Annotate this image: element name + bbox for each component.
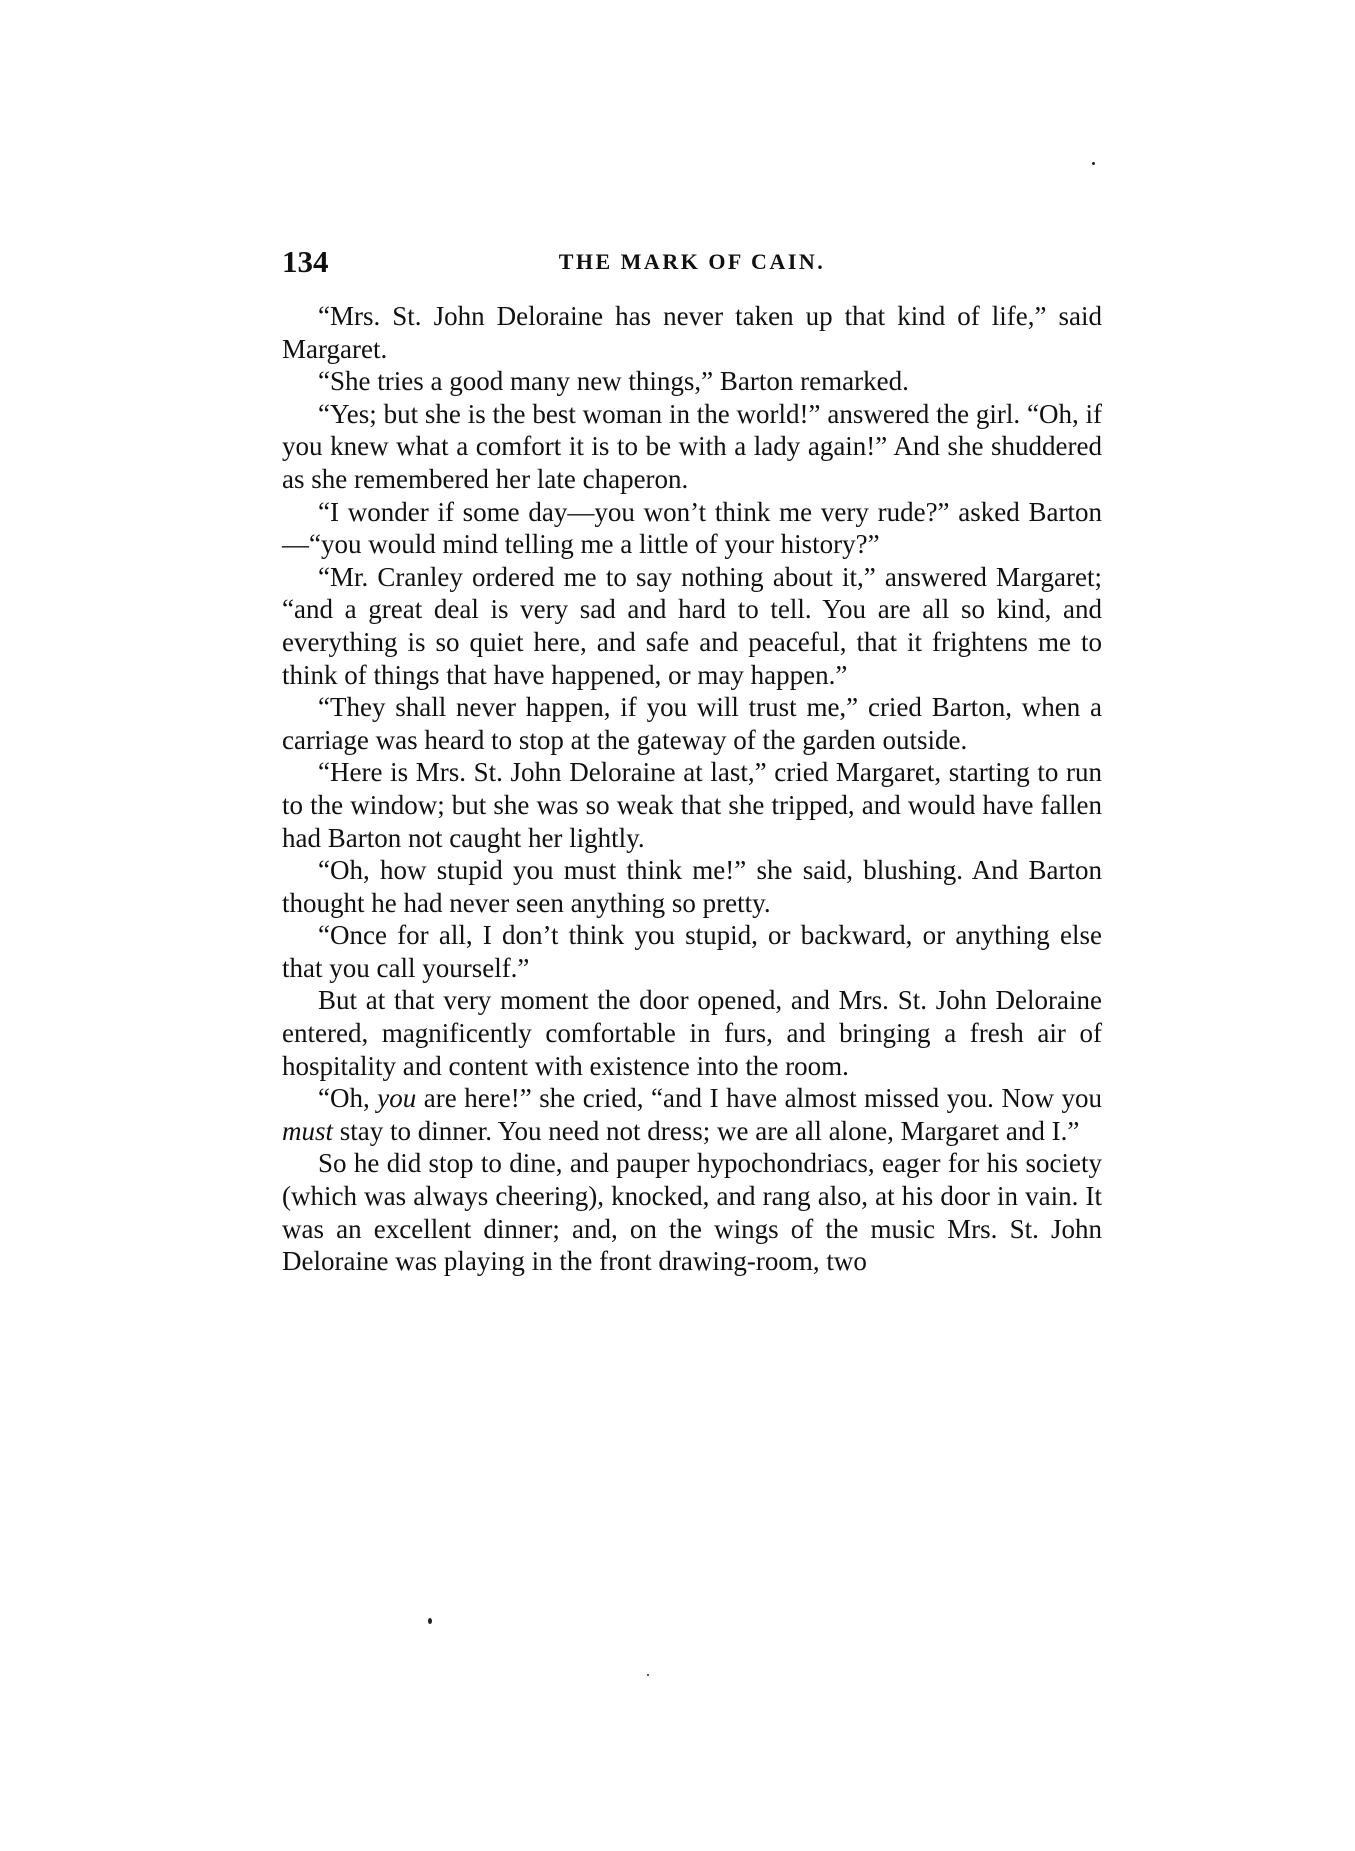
paragraph: “I wonder if some day—you won’t think me very rude?” asked Barton—“you would mind telling me a little of your history?” (282, 496, 1102, 560)
paragraph (282, 1082, 1102, 1147)
body-text (282, 300, 1102, 1278)
paragraph: “Mrs. St. John Deloraine has never taken up that kind of life,” said Margaret. (282, 301, 1102, 364)
paragraph: “They shall never happen, if you will trust me,” cried Barton, when a carriage was heard to stop at the gateway of the garden outside. (282, 692, 1102, 755)
paragraph-text: stay to dinner. You need not dress; we are all alone, Margaret and I.” (333, 1115, 1080, 1146)
print-speck (647, 1674, 649, 1676)
paragraph: “She tries a good many new things,” Barton remarked. (318, 366, 909, 397)
paragraph-text: “Oh, (318, 1083, 378, 1114)
paragraph: “Yes; but she is the best woman in the world!” answered the girl. “Oh, if you knew what a comfort it is to be with a lady again!” And she shuddered as she remembered her late chaperon. (282, 398, 1102, 494)
paragraph: But at that very moment the door opened, and Mrs. St. John Deloraine entered, magnificently comfortable in furs, and bringing a fresh air of hospitality and content with existence into the room. (282, 985, 1102, 1081)
print-speck (1092, 162, 1095, 165)
paragraph-text: are here!” she cried, “and I have almost missed you. Now you (416, 1083, 1103, 1114)
paragraph: “Once for all, I don’t think you stupid, or backward, or anything else that you call yourself.” (282, 920, 1102, 983)
running-title: THE MARK OF CAIN. (558, 249, 826, 274)
paragraph: So he did stop to dine, and pauper hypochondriacs, eager for his society (which was always cheering), knocked, and rang also, at his door in vain. It was an excellent dinner; and, on the wings of the music Mrs. St. John Deloraine was playing in the front drawing-room, two (282, 1148, 1102, 1277)
paragraph: “Oh, how stupid you must think me!” she said, blushing. And Barton thought he had never seen anything so pretty. (282, 855, 1102, 918)
page-number: 134 (282, 244, 329, 279)
print-speck (428, 1618, 432, 1624)
italic-word: must (282, 1115, 334, 1146)
paragraph: “Here is Mrs. St. John Deloraine at last,” cried Margaret, starting to run to the window; but she was so weak that she tripped, and would have fallen had Barton not caught her lightly. (282, 757, 1102, 853)
running-head (282, 242, 1102, 282)
italic-word: you (377, 1083, 417, 1114)
paragraph: “Mr. Cranley ordered me to say nothing about it,” answered Margaret; “and a great deal is very sad and hard to tell. You are all so kind, and everything is so quiet here, and safe and peaceful, that it frightens me to think of things that have happened, or may happen.” (282, 561, 1102, 690)
